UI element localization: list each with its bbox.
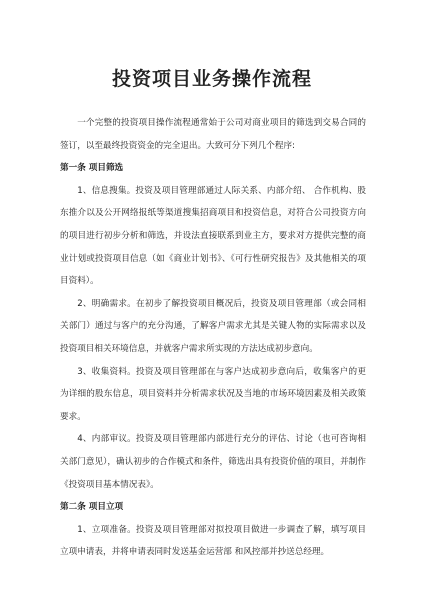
section-paragraph: 2、明确需求。在初步了解投资项目概况后，投资及项目管理部（或会同相关部门）通过与客户的充分沟通，了解客户需求尤其是关键人物的实际需求以及投资项目相关环境信息，并就客户需求所实现的方法达成初步意向。 — [60, 298, 366, 354]
document-title: 投资项目业务操作流程 — [111, 68, 312, 90]
section-paragraph: 1、信息搜集。投资及项目管理部通过人际关系、内部介绍、 合作机构、股东推介以及公开网络报纸等渠道搜集招商项目和投资信息，对符合公司投资方向的项目进行初步分析和筛选，并设法直接联系到业主方，要求对方提供完整的商业计划或投资项目信息（如《商业计划书》、《可行性研究报告》及其他相关的项目资料）。 — [60, 185, 366, 287]
section-paragraph: 4、内部审议。投资及项目管理部内部进行充分的评估、讨论（也可咨询相关部门意见），确认初步的合作模式和条件，筛选出具有投资价值的项目，并制作《投资项目基本情况表》。 — [60, 434, 366, 490]
section-heading: 第一条 项目筛选 — [60, 163, 124, 174]
section-paragraph: 1、立项准备。投资及项目管理部对拟投项目做进一步调查了解，填写项目立项申请表，并将申请表同时发送基金运营部 和风控部并抄送总经理。 — [60, 524, 366, 558]
section-paragraph: 3、收集资料。投资及项目管理部在与客户达成初步意向后，收集客户的更为详细的股东信息，项目资料并分析需求状况及当地的市场环境因素及相关政策要求。 — [60, 366, 366, 422]
document-body — [60, 112, 366, 564]
intro-paragraph: 一个完整的投资项目操作流程通常始于公司对商业项目的筛选到交易合同的签订，以至最终投资资金的完全退出。大致可分下列几个程序: — [60, 118, 366, 151]
section-heading: 第二条 项目立项 — [60, 502, 124, 513]
